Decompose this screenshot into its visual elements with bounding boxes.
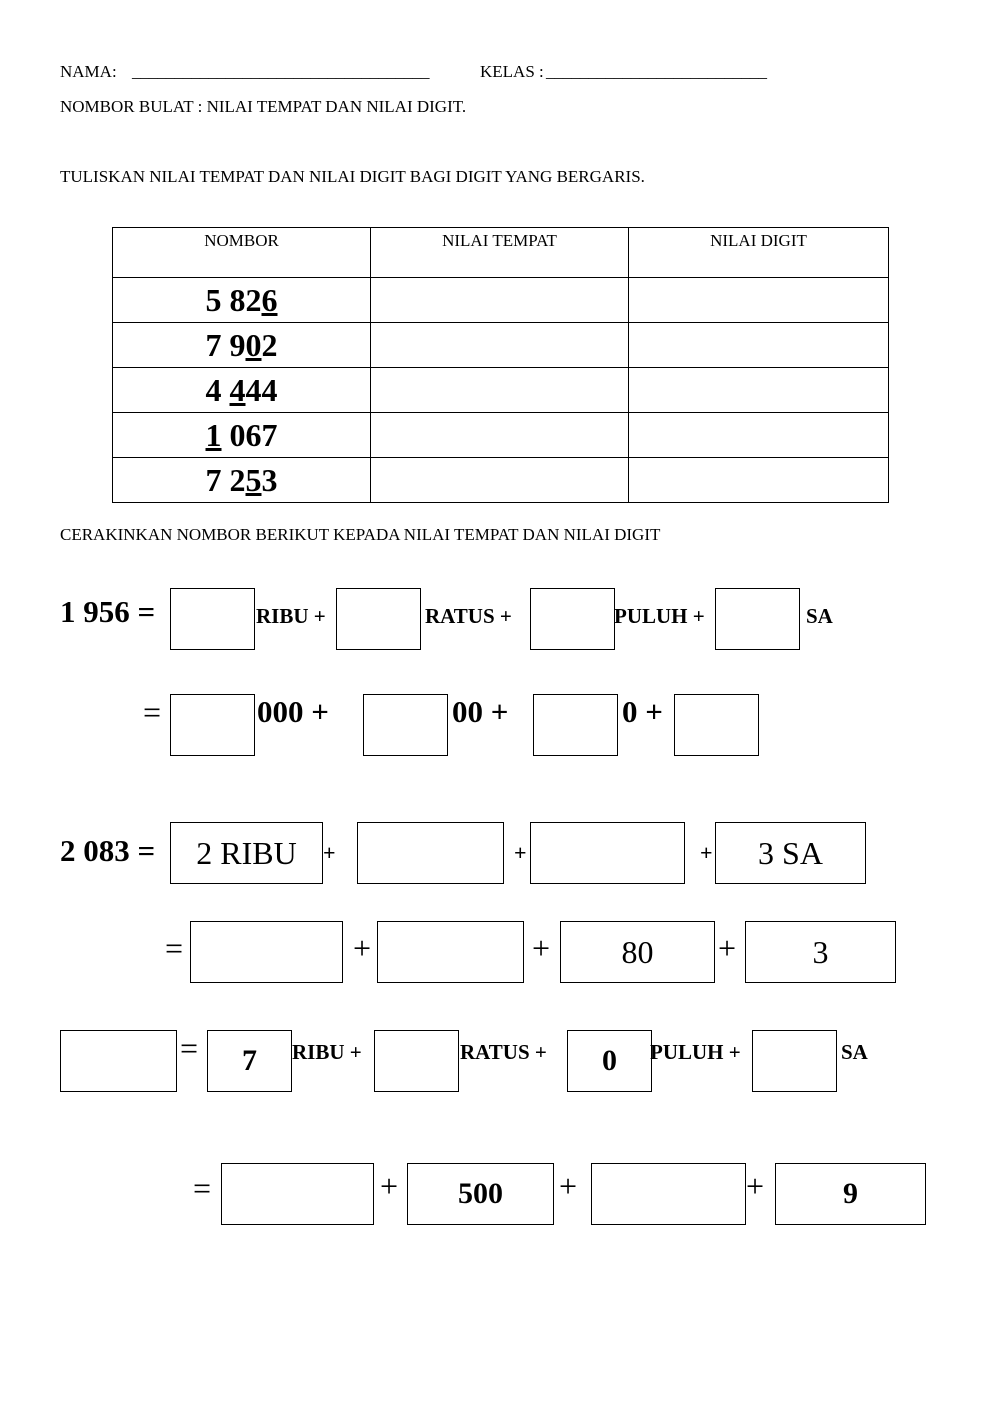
q2-number: 2 083 = (60, 833, 156, 868)
q2-hundreds-box[interactable] (377, 921, 524, 983)
q1-suffix-000: 000 + (257, 694, 329, 729)
nilai-tempat-answer[interactable] (371, 413, 629, 458)
q1-ones-input[interactable] (675, 695, 758, 755)
underlined-digit: 6 (261, 282, 278, 318)
q2-plus-1: + (323, 840, 336, 865)
q2-tens-box: 80 (560, 921, 715, 983)
q1-suffix-00: 00 + (452, 694, 509, 729)
q1-equals: = (143, 694, 162, 730)
nama-label: NAMA: (60, 62, 117, 81)
q2-plus-4: + (353, 930, 372, 966)
q3-thousands-input[interactable] (222, 1164, 373, 1224)
q1-ratus-box[interactable] (336, 588, 421, 650)
q2-puluh-input[interactable] (531, 823, 684, 883)
q2-hundreds-input[interactable] (378, 922, 523, 982)
q3-sa-label: SA (841, 1040, 868, 1064)
q3-tens-input[interactable] (592, 1164, 745, 1224)
nilai-tempat-answer[interactable] (371, 323, 629, 368)
table-row (113, 278, 889, 323)
nilai-digit-input[interactable] (629, 322, 892, 368)
q2-plus-3: + (700, 840, 713, 865)
nilai-digit-answer[interactable] (629, 368, 889, 413)
q3-ratus-label: RATUS + (460, 1040, 547, 1064)
q3-equals: = (180, 1030, 199, 1066)
q1-ribu-input[interactable] (171, 589, 254, 649)
q3-ribu-box: 7 (207, 1030, 292, 1092)
q3-puluh-label: PULUH + (650, 1040, 741, 1064)
nilai-tempat-answer[interactable] (371, 458, 629, 503)
nilai-digit-input[interactable] (629, 457, 892, 503)
q3-number-box[interactable] (60, 1030, 177, 1092)
q2-thousands-input[interactable] (191, 922, 342, 982)
table-header-row (113, 228, 889, 278)
q3-sa-input[interactable] (753, 1031, 836, 1091)
q3-ribu-label: RIBU + (292, 1040, 362, 1064)
q2-ones-box: 3 (745, 921, 896, 983)
q1-ratus-label: RATUS + (425, 604, 512, 628)
nombor-cell: 7 902 (113, 323, 371, 368)
nama-line[interactable]: ___________________________________ (132, 62, 430, 81)
col-header-nilai-digit: NILAI DIGIT (629, 228, 889, 278)
q3-puluh-box: 0 (567, 1030, 652, 1092)
nilai-digit-answer[interactable] (629, 458, 889, 503)
nombor-cell: 1 067 (113, 413, 371, 458)
q2-ribu-box: 2 RIBU (170, 822, 323, 884)
section1-instruction: TULISKAN NILAI TEMPAT DAN NILAI DIGIT BAGI DIGIT YANG BERGARIS. (60, 167, 645, 186)
q2-equals: = (165, 930, 184, 966)
col-header-nilai-tempat: NILAI TEMPAT (371, 228, 629, 278)
table-row (113, 323, 889, 368)
nilai-digit-answer[interactable] (629, 278, 889, 323)
q2-thousands-box[interactable] (190, 921, 343, 983)
q1-puluh-label: PULUH + (614, 604, 705, 628)
underlined-digit: 4 (229, 372, 246, 408)
nombor-cell: 4 444 (113, 368, 371, 413)
underlined-digit: 0 (245, 327, 262, 363)
q3-ratus-box[interactable] (374, 1030, 459, 1092)
q1-ratus-input[interactable] (337, 589, 420, 649)
q3-plus-2: + (559, 1168, 578, 1204)
q3-number-input[interactable] (61, 1031, 176, 1091)
q3-ones-box: 9 (775, 1163, 926, 1225)
q1-number: 1 956 = (60, 594, 156, 629)
q1-tens-box[interactable] (533, 694, 618, 756)
q1-puluh-input[interactable] (531, 589, 614, 649)
nilai-digit-answer[interactable] (629, 323, 889, 368)
q1-puluh-box[interactable] (530, 588, 615, 650)
q3-plus-3: + (746, 1168, 765, 1204)
nilai-tempat-answer[interactable] (371, 278, 629, 323)
nilai-digit-input[interactable] (629, 277, 892, 323)
nombor-cell: 5 826 (113, 278, 371, 323)
nombor-cell: 7 253 (113, 458, 371, 503)
q3-sa-box[interactable] (752, 1030, 837, 1092)
table-row (113, 413, 889, 458)
q1-sa-box[interactable] (715, 588, 800, 650)
nilai-digit-input[interactable] (629, 412, 892, 458)
nilai-tempat-input[interactable] (371, 457, 632, 503)
q1-suffix-0: 0 + (622, 694, 663, 729)
section2-instruction: CERAKINKAN NOMBOR BERIKUT KEPADA NILAI TEMPAT DAN NILAI DIGIT (60, 525, 661, 544)
nilai-tempat-input[interactable] (371, 412, 632, 458)
q3-equals-2: = (193, 1170, 212, 1206)
col-header-nombor: NOMBOR (113, 228, 371, 278)
q1-thousands-box[interactable] (170, 694, 255, 756)
nilai-tempat-input[interactable] (371, 322, 632, 368)
underlined-digit: 5 (245, 462, 262, 498)
q1-ribu-label: RIBU + (256, 604, 326, 628)
underlined-digit: 1 (205, 417, 222, 453)
q1-thousands-input[interactable] (171, 695, 254, 755)
q2-ratus-input[interactable] (358, 823, 503, 883)
nilai-tempat-input[interactable] (371, 277, 632, 323)
q2-plus-2: + (514, 840, 527, 865)
nilai-tempat-answer[interactable] (371, 368, 629, 413)
table-row (113, 458, 889, 503)
q1-ones-box[interactable] (674, 694, 759, 756)
kelas-line[interactable]: __________________________ (546, 62, 767, 81)
q1-hundreds-box[interactable] (363, 694, 448, 756)
q3-tens-box[interactable] (591, 1163, 746, 1225)
q3-ratus-input[interactable] (375, 1031, 458, 1091)
q2-puluh-box[interactable] (530, 822, 685, 884)
topic-title: NOMBOR BULAT : NILAI TEMPAT DAN NILAI DIGIT. (60, 97, 467, 116)
kelas-label: KELAS : (480, 62, 544, 81)
q1-tens-input[interactable] (534, 695, 617, 755)
nilai-digit-answer[interactable] (629, 413, 889, 458)
q1-ribu-box[interactable] (170, 588, 255, 650)
q1-hundreds-input[interactable] (364, 695, 447, 755)
q1-sa-input[interactable] (716, 589, 799, 649)
table-row (113, 368, 889, 413)
q3-plus-1: + (380, 1168, 399, 1204)
nilai-digit-input[interactable] (629, 367, 892, 413)
nilai-tempat-input[interactable] (371, 367, 632, 413)
q3-thousands-box[interactable] (221, 1163, 374, 1225)
q3-hundreds-box: 500 (407, 1163, 554, 1225)
q2-ratus-box[interactable] (357, 822, 504, 884)
q2-sa-box: 3 SA (715, 822, 866, 884)
q2-plus-6: + (718, 930, 737, 966)
q2-plus-5: + (532, 930, 551, 966)
place-value-table (112, 227, 889, 503)
q1-sa-label: SA (806, 604, 833, 628)
